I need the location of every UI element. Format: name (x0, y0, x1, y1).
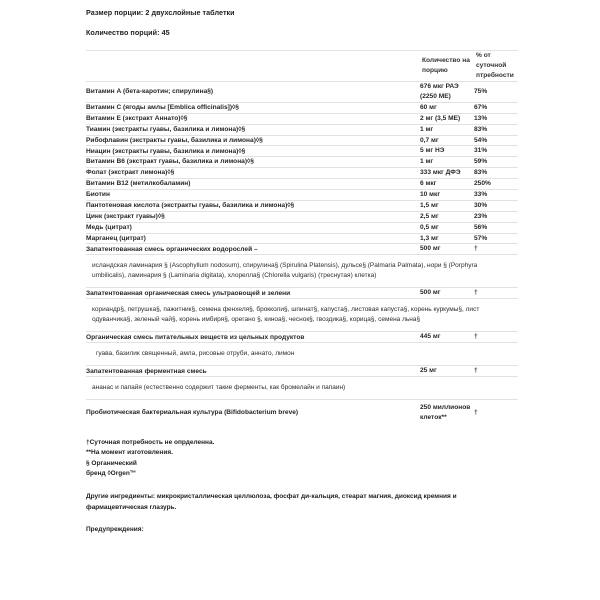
nutrient-name: Ниацин (экстракты гуавы, базилика и лимона)◊§ (86, 146, 420, 157)
table-subrow (86, 343, 518, 366)
footnote-line: бренд ◊Orgen™ (86, 470, 137, 478)
nutrient-amount: 0,7 мг (420, 135, 474, 146)
nutrient-name: Витамин А (бета-каротин; спирулина§) (86, 82, 420, 103)
table-row (86, 288, 518, 299)
nutrient-daily-value: 30% (474, 200, 518, 211)
nutrient-amount: 2,5 мг (420, 211, 474, 222)
table-row (86, 233, 518, 244)
nutrient-daily-value: 83% (474, 168, 518, 179)
nutrient-daily-value: 75% (474, 82, 518, 103)
table-subrow (86, 255, 518, 288)
nutrient-name: Фолат (экстракт лимона)◊§ (86, 168, 420, 179)
nutrient-daily-value: 59% (474, 157, 518, 168)
nutrient-daily-value: 67% (474, 102, 518, 113)
table-row (86, 400, 518, 426)
footnotes-block (86, 438, 518, 480)
nutrient-amount: 6 мкг (420, 179, 474, 190)
nutrient-daily-value: † (474, 332, 518, 343)
table-row (86, 135, 518, 146)
nutrient-name: Пробиотическая бактериальная культура (Bifidobacterium breve) (86, 400, 420, 426)
table-row (86, 179, 518, 190)
nutrient-daily-value: 54% (474, 135, 518, 146)
header-nutrient (86, 51, 420, 82)
content-container (86, 0, 518, 536)
nutrient-amount: 5 мг НЭ (420, 146, 474, 157)
table-row (86, 82, 518, 103)
nutrient-name: ананас и папайя (естественно содержит такие ферменты, как бромелайн и папаин) (86, 377, 518, 400)
table-subrow (86, 299, 518, 332)
nutrient-daily-value: 13% (474, 113, 518, 124)
table-row (86, 113, 518, 124)
nutrient-daily-value: † (474, 244, 518, 255)
nutrient-amount: 0,5 мг (420, 222, 474, 233)
table-row (86, 211, 518, 222)
nutrient-daily-value: † (474, 288, 518, 299)
nutrient-amount: 10 мкг (420, 189, 474, 200)
table-row (86, 332, 518, 343)
other-ingredients-text: Другие ингредиенты: микрокристаллическая целлюлоза, фосфат ди-кальция, стеарат магния, диоксид кремния и фармацевтическая глазурь. (86, 492, 457, 511)
nutrient-name: Запатентованная органическая смесь ультраовощей и зелени (86, 288, 420, 299)
table-row (86, 189, 518, 200)
nutrient-name: Витамин В6 (экстракт гуавы, базилика и лимона)◊§ (86, 157, 420, 168)
footnote-line: § Органический (86, 459, 137, 467)
table-subrow (86, 377, 518, 400)
nutrient-amount: 676 мкг РАЭ (2250 МЕ) (420, 82, 474, 103)
nutrient-amount: 333 мкг ДФЭ (420, 168, 474, 179)
nutrient-name: Органическая смесь питательных веществ из цельных продуктов (86, 332, 420, 343)
table-row (86, 222, 518, 233)
nutrient-name: исландская ламинария § (Ascophyllum nodosum), спирулина§ (Spirulina Platensis), дульсе§ (Palmaria Palmata), нори § (Porphyra umbilicalis), ламинария § (Laminaria digitata), хлорелла§ (Chlorella vulgaris) (треснутая) клетка) (86, 255, 518, 288)
table-row (86, 366, 518, 377)
servings-per-container-line: Количество порций: 45 (86, 28, 170, 38)
footnote-line: †Суточная потребность не опрделенна. (86, 438, 215, 446)
nutrient-name: Запатентованная ферментная смесь (86, 366, 420, 377)
nutrient-daily-value: 31% (474, 146, 518, 157)
nutrient-name: гуава, базилик священный, амла, рисовые отруби, аннато, лимон (86, 343, 518, 366)
footnote-line: **На момент изготовления. (86, 449, 173, 457)
warnings-label: Предупреждения: (86, 526, 144, 534)
supplement-facts-table (86, 50, 518, 426)
nutrient-name: Пантотеновая кислота (экстракты гуавы, базилика и лимона)◊§ (86, 200, 420, 211)
nutrient-name: Витамин B12 (метилкобаламин) (86, 179, 420, 190)
nutrient-daily-value: 83% (474, 124, 518, 135)
nutrient-name: Биотин (86, 189, 420, 200)
nutrient-daily-value: † (474, 400, 518, 426)
nutrient-amount: 1 мг (420, 124, 474, 135)
nutrient-daily-value: 250% (474, 179, 518, 190)
nutrient-name: кориандр§, петрушка§, пажитник§, семена фенхеля§, брокколи§, шпинат§, капуста§, листовая капуста§, корень куркумы§, лист одуванчика§, зеленый чай§, корень имбиря§, орегано §, киноа§, чеснок§, гвоздика§, корица§, семена льна§ (86, 299, 518, 332)
nutrient-daily-value: 56% (474, 222, 518, 233)
nutrient-name: Марганец (цитрат) (86, 233, 420, 244)
table-row (86, 157, 518, 168)
nutrient-daily-value: 57% (474, 233, 518, 244)
nutrient-amount: 1,3 мг (420, 233, 474, 244)
table-row (86, 124, 518, 135)
header-daily-value: % от суточной птребности (474, 51, 518, 82)
nutrient-daily-value: 23% (474, 211, 518, 222)
serving-size-line: Размер порции: 2 двухслойные таблетки (86, 8, 235, 17)
table-row (86, 146, 518, 157)
nutrient-amount: 1 мг (420, 157, 474, 168)
nutrient-name: Запатентованная смесь органических водорослей – (86, 244, 420, 255)
table-row (86, 200, 518, 211)
nutrient-daily-value: † (474, 366, 518, 377)
nutrient-name: Рибофлавин (экстракты гуавы, базилика и лимона)◊§ (86, 135, 420, 146)
nutrient-name: Витамин С (ягоды амлы [Emblica officinalis])◊§ (86, 102, 420, 113)
nutrient-amount: 445 мг (420, 332, 474, 343)
table-row (86, 102, 518, 113)
nutrient-daily-value: 33% (474, 189, 518, 200)
nutrient-name: Медь (цитрат) (86, 222, 420, 233)
nutrient-amount: 1,5 мг (420, 200, 474, 211)
nutrient-amount: 60 мг (420, 102, 474, 113)
table-header-row (86, 51, 518, 82)
nutrient-amount: 2 мг (3,5 МЕ) (420, 113, 474, 124)
nutrient-name: Цинк (экстракт гуавы)◊§ (86, 211, 420, 222)
nutrient-amount: 25 мг (420, 366, 474, 377)
nutrient-amount: 500 мг (420, 288, 474, 299)
table-row (86, 244, 518, 255)
nutrient-name: Витамин Е (экстракт Аннато)◊§ (86, 113, 420, 124)
header-amount-per-serving: Количество на порцию (420, 51, 474, 82)
nutrient-name: Тиамин (экстракты гуавы, базилика и лимона)◊§ (86, 124, 420, 135)
table-row (86, 168, 518, 179)
nutrient-amount: 500 мг (420, 244, 474, 255)
nutrient-amount: 250 миллионов клеток** (420, 400, 474, 426)
